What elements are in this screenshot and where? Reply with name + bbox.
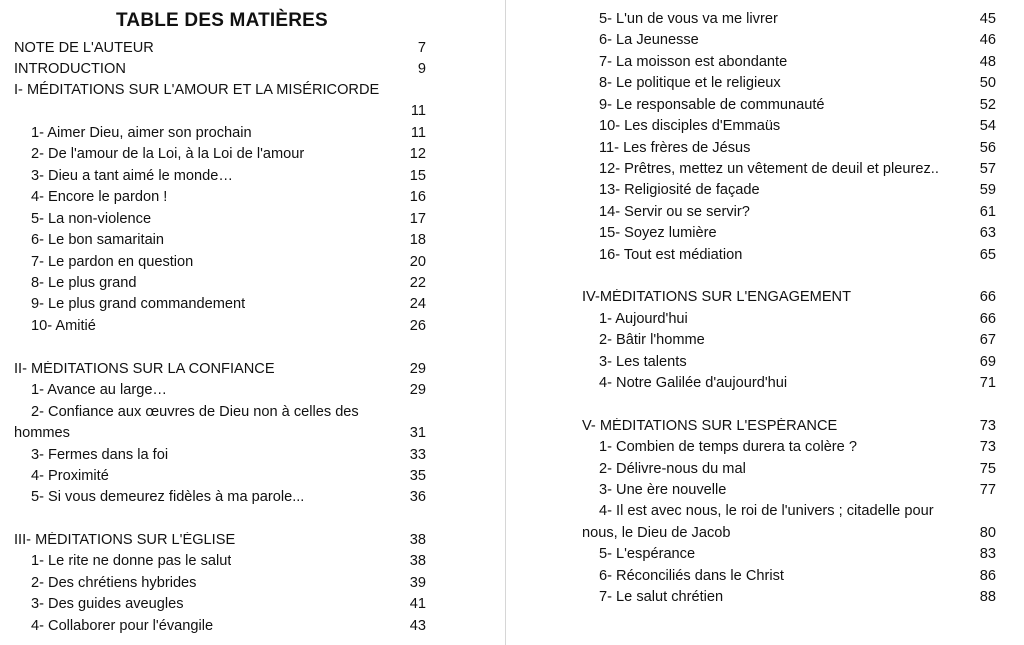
- toc-entry[interactable]: 4- Encore le pardon ! 16: [31, 189, 426, 205]
- toc-entry[interactable]: 3- Des guides aveugles 41: [31, 596, 426, 612]
- toc-entry[interactable]: 10- Les disciples d'Emmaüs 54: [599, 118, 996, 134]
- toc-entry[interactable]: 3- Une ère nouvelle 77: [599, 482, 996, 498]
- toc-entry[interactable]: 1- Le rite ne donne pas le salut 38: [31, 553, 426, 569]
- section-heading-1-page: 11: [410, 103, 426, 119]
- toc-entry[interactable]: 4- Proximité 35: [31, 468, 426, 484]
- toc-entry-note[interactable]: NOTE DE L'AUTEUR 7: [14, 40, 426, 56]
- toc-entry[interactable]: 9- Le responsable de communauté 52: [599, 97, 996, 113]
- toc-entry[interactable]: 7- Le salut chrétien 88: [599, 589, 996, 605]
- toc-entry[interactable]: 4- Collaborer pour l'évangile 43: [31, 618, 426, 634]
- toc-entry[interactable]: 15- Soyez lumière 63: [599, 225, 996, 241]
- toc-entry[interactable]: 10- Amitié 26: [31, 318, 426, 334]
- toc-entry[interactable]: 2- Délivre-nous du mal 75: [599, 461, 996, 477]
- toc-entry[interactable]: 11- Les frères de Jésus 56: [599, 140, 996, 156]
- toc-entry-wrapped-line1[interactable]: 4- Il est avec nous, le roi de l'univers ; citadelle pour: [599, 503, 934, 519]
- toc-entry-wrapped-line2[interactable]: hommes 31: [14, 425, 426, 441]
- toc-entry[interactable]: 2- De l'amour de la Loi, à la Loi de l'amour 12: [31, 146, 426, 162]
- toc-entry[interactable]: 9- Le plus grand commandement 24: [31, 296, 426, 312]
- section-heading-3[interactable]: III- MÉDITATIONS SUR L'ÉGLISE 38: [14, 532, 426, 548]
- toc-entry[interactable]: 13- Religiosité de façade 59: [599, 182, 996, 198]
- toc-entry[interactable]: 1- Avance au large… 29: [31, 382, 426, 398]
- page-title: TABLE DES MATIÈRES: [116, 10, 328, 31]
- toc-entry-wrapped-line2[interactable]: nous, le Dieu de Jacob 80: [582, 525, 996, 541]
- toc-entry[interactable]: 5- L'un de vous va me livrer 45: [599, 11, 996, 27]
- toc-entry[interactable]: 3- Dieu a tant aimé le monde… 15: [31, 168, 426, 184]
- toc-entry[interactable]: 7- Le pardon en question 20: [31, 254, 426, 270]
- toc-entry[interactable]: 16- Tout est médiation 65: [599, 247, 996, 263]
- toc-entry[interactable]: 6- La Jeunesse 46: [599, 32, 996, 48]
- toc-entry[interactable]: 6- Réconciliés dans le Christ 86: [599, 568, 996, 584]
- toc-entry[interactable]: 12- Prêtres, mettez un vêtement de deuil et pleurez.. 57: [599, 161, 996, 177]
- toc-entry-introduction[interactable]: INTRODUCTION 9: [14, 61, 426, 77]
- toc-entry[interactable]: 6- Le bon samaritain 18: [31, 232, 426, 248]
- toc-entry[interactable]: 5- L'espérance 83: [599, 546, 996, 562]
- toc-entry[interactable]: 5- La non-violence 17: [31, 211, 426, 227]
- column-divider: [505, 0, 506, 645]
- toc-entry[interactable]: 7- La moisson est abondante 48: [599, 54, 996, 70]
- toc-entry[interactable]: 3- Les talents 69: [599, 354, 996, 370]
- toc-entry[interactable]: 4- Notre Galilée d'aujourd'hui 71: [599, 375, 996, 391]
- toc-entry[interactable]: 8- Le plus grand 22: [31, 275, 426, 291]
- toc-entry[interactable]: 8- Le politique et le religieux 50: [599, 75, 996, 91]
- section-heading-5[interactable]: V- MÉDITATIONS SUR L'ESPÉRANCE 73: [582, 418, 996, 434]
- section-heading-2[interactable]: II- MÉDITATIONS SUR LA CONFIANCE 29: [14, 361, 426, 377]
- toc-entry[interactable]: 1- Aujourd'hui 66: [599, 311, 996, 327]
- toc-entry[interactable]: 14- Servir ou se servir? 61: [599, 204, 996, 220]
- toc-entry[interactable]: 2- Bâtir l'homme 67: [599, 332, 996, 348]
- toc-entry[interactable]: 1- Aimer Dieu, aimer son prochain 11: [31, 125, 426, 141]
- toc-entry[interactable]: 1- Combien de temps durera ta colère ? 73: [599, 439, 996, 455]
- toc-entry[interactable]: 3- Fermes dans la foi 33: [31, 447, 426, 463]
- section-heading-1[interactable]: I- MÉDITATIONS SUR L'AMOUR ET LA MISÉRICORDE: [14, 82, 380, 98]
- toc-entry[interactable]: 5- Si vous demeurez fidèles à ma parole... 36: [31, 489, 426, 505]
- section-heading-4[interactable]: IV-MÉDITATIONS SUR L'ENGAGEMENT 66: [582, 289, 996, 305]
- toc-entry-wrapped-line1[interactable]: 2- Confiance aux œuvres de Dieu non à celles des: [31, 404, 359, 420]
- toc-entry[interactable]: 2- Des chrétiens hybrides 39: [31, 575, 426, 591]
